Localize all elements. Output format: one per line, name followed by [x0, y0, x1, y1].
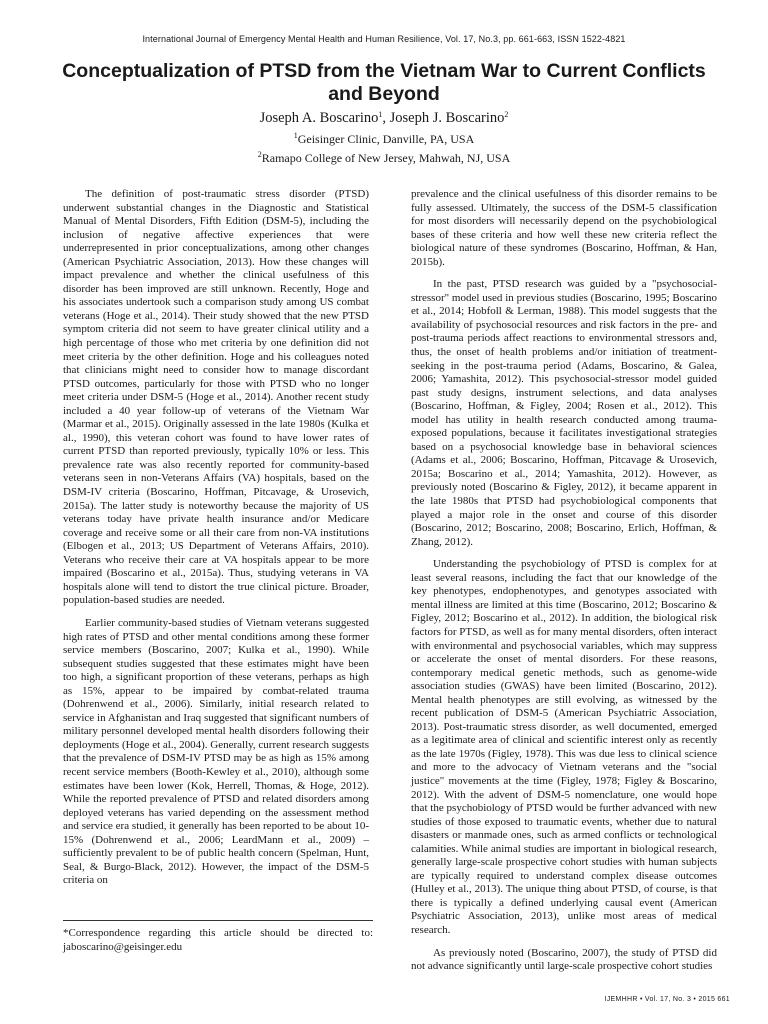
- body-paragraph: Understanding the psychobiology of PTSD is complex for at least several reasons, including the fact that our knowledge of the key phenotypes, endophenotypes, and genotypes associated with mental illness are limited at this time (Boscarino, 2012; Boscarino & Figley, 2012; Boscarino et al., 2012). In addition, the biological risk factors for PTSD, as well as for many mental disorders, often interact with environmental and psychosocial variables, which may suppress or accelerate the onset of mental disorders. For these reasons, contemporary medical genetic methods, such as genome-wide association studies (GWAS) have been limited (Boscarino, 2012). Mental health phenotypes are still evolving, as witnessed by the recent publication of DSM-5 (American Psychiatric Association, 2013). Post-traumatic stress disorder, as well documented, emerged as a legitimate area of clinical and scientific interest only as recently as the late 1970s (Figley, 1978). This was due less to clinical science and more to the advocacy of Vietnam veterans and the "social justice" movements at the time (Figley, 1978; Figley & Boscarino, 2012). With the advent of DSM-5 nomenclature, one would hope that the psychobiology of PTSD would be further advanced with new studies of those exposed to traumatic events, whether due to natural disasters or manmade ones, such as armed conflicts or technological calamities. While animal studies are important in biological research, generally large-scale prospective cohort studies with human subjects are typically required to understand complex disease outcomes (Hulley et al., 2013). The unique thing about PTSD, of course, is that there is typically a defined underlying causal event (American Psychiatric Association, 2013), unlike most areas of medical research.: [411, 558, 717, 936]
- affiliation-marker: 1: [378, 110, 383, 119]
- article-title: Conceptualization of PTSD from the Vietnam War to Current Conflicts and Beyond: [62, 60, 706, 105]
- affiliation-2: [0, 151, 768, 166]
- journal-citation-header: International Journal of Emergency Mental Health and Human Resilience, Vol. 17, No.3, pp. 661-663, ISSN 1522-4821: [142, 34, 626, 44]
- affiliation-marker: 2: [504, 110, 509, 119]
- right-column: [411, 188, 717, 983]
- author-list: [0, 110, 768, 127]
- affiliation-marker: 1: [293, 131, 298, 140]
- affiliation-marker: 2: [257, 150, 262, 159]
- body-paragraph: In the past, PTSD research was guided by a "psychosocial-stressor" model used in previous studies (Boscarino, 1995; Boscarino et al., 2014; Hobfoll & Lerman, 1988). This model suggests that the availability of psychosocial resources and risk factors in the pre- and post-trauma periods affect reactions to environmental stressors and, thus, the onset of health problems and/or initiation of treatment-seeking in the post-trauma period (Adams, Boscarino, & Galea, 2006; Yamashita, 2012). This psychosocial-stressor model guided past study designs, instrument selections, and data analyses (Boscarino, Hoffman, & Figley, 2004; Rosen et al., 2012). This model has utility in health research conducted among trauma-exposed populations, because it facilitates investigational strategies based on a psychosocial knowledge base in behavioral sciences (Adams et al., 2006; Boscarino, Hoffman, Pitcavage & Urosevich, 2015a; Boscarino et al., 2014; Yamashita, 2012). However, as previously noted (Boscarino & Figley, 2012), it became apparent in the late 1980s that PTSD had psychobiological components that played a major role in the onset and course of this disorder (Boscarino, 2012; Boscarino, 2008; Boscarino, Erlich, Hoffman, & Zhang, 2012).: [411, 278, 717, 548]
- author-name: Joseph J. Boscarino: [389, 110, 505, 126]
- page-footer: IJEMHHR • Vol. 17, No. 3 • 2015 661: [604, 996, 730, 1003]
- affiliation-1: [0, 132, 768, 147]
- body-paragraph: As previously noted (Boscarino, 2007), the study of PTSD did not advance significantly until large-scale prospective cohort studies: [411, 946, 717, 973]
- body-paragraph: Earlier community-based studies of Vietnam veterans suggested high rates of PTSD and other mental conditions among these former service members (Boscarino, 2007; Kulka et al., 1990). While subsequent studies suggested that these estimates might have been too high, a significant proportion of these veterans, perhaps as high as 15%, appear to be impaired by combat-related trauma (Dohrenwend et al., 2006). Similarly, initial research related to service in Afghanistan and Iraq suggested that significant numbers of military personnel developed mental health disorders following their deployments (Hoge et al., 2004). Generally, current research suggests that the prevalence of DSM-IV PTSD may be as high as 15% among recent service members (Booth-Kewley et al., 2010), although some estimates have been lower (Kok, Herrell, Thomas, & Hoge, 2012). While the reported prevalence of PTSD and related disorders among deployed veterans has varied depending on the assessment method and service era studied, it generally has been reported to be about 10-15% (Dohrenwend et al., 2006; LeardMann et al., 2009) – sufficiently prevalent to be of public health concern (Spelman, Hunt, Seal, & Burgo-Black, 2012). However, the impact of the DSM-5 criteria on: [63, 616, 369, 887]
- author-separator: ,: [382, 110, 390, 126]
- correspondence-footnote: *Correspondence regarding this article should be directed to: jaboscarino@geisinger.edu: [63, 920, 373, 954]
- affiliation-text: Geisinger Clinic, Danville, PA, USA: [297, 132, 475, 146]
- left-column: [63, 188, 369, 897]
- body-paragraph: The definition of post-traumatic stress disorder (PTSD) underwent substantial changes in the Diagnostic and Statistical Manual of Mental Disorders, Fifth Edition (DSM-5), including the inclusion of negative affective experiences that were underrepresented in prior conceptualizations, among other changes (American Psychiatric Association, 2013). How these changes will impact prevalence and whether the clinical usefulness of this disorder has been improved are still unknown. Recently, Hoge and his associates undertook such a comparison study among US combat veterans (Hoge et al., 2014). Their study showed that the new PTSD symptom criteria did not seem to have greater clinical utility and a high percentage of those who met criteria by one definition did not meet criteria by the other definition. Hoge and his colleagues noted that clinicians might need to consider how to manage discordant PTSD outcomes, particularly for those with PTSD who no longer meet criteria under DSM-5 (Hoge et al., 2014). Another recent study included a 40 year follow-up of veterans of the Vietnam War (Marmar et al., 2015). Originally assessed in the late 1980s (Kulka et al., 1990), this veteran cohort was found to have lower rates of current PTSD than reported previously, typically 10% or less. This prevalence rate was also recently reported for community-based veterans seen in non-Veterans Affairs (VA) hospitals, based on the DSM-IV criteria (Boscarino, Hoffman, Pitcavage, & Urosevich, 2015a). The latter study is noteworthy because the majority of US veterans today have private health insurance and/or Medicare coverage and receive some or all their care from non-VA institutions (Elbogen et al., 2013; US Department of Veterans Affairs, 2010). Veterans who receive their care at VA hospitals appear to be more impaired (Boscarino et al., 2015a). Thus, studying veterans in VA hospitals alone will tend to distort the true clinical picture. Broader, population-based studies are needed.: [63, 188, 369, 607]
- affiliation-text: Ramapo College of New Jersey, Mahwah, NJ, USA: [261, 151, 511, 165]
- body-paragraph: prevalence and the clinical usefulness of this disorder remains to be fully assessed. Ultimately, the success of the DSM-5 classification for most disorders will necessarily depend on the psychobiological bases of these criteria and how well these new criteria reflect the biological nature of these syndromes (Boscarino, Hoffman, & Han, 2015b).: [411, 188, 717, 268]
- author-name: Joseph A. Boscarino: [259, 110, 379, 126]
